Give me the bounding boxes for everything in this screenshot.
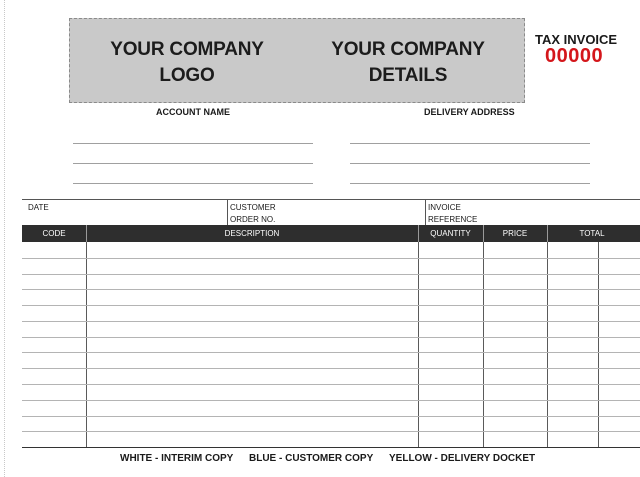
total-column-header: TOTAL [579, 229, 605, 238]
invoice-label: INVOICE [428, 203, 461, 212]
table-row[interactable] [22, 352, 640, 353]
table-row[interactable] [22, 384, 640, 385]
info-divider [227, 200, 228, 226]
table-row[interactable] [22, 368, 640, 369]
company-banner [69, 18, 525, 103]
quantity-column-header: QUANTITY [430, 229, 471, 238]
customer-label: CUSTOMER [230, 203, 276, 212]
code-column-header: CODE [42, 229, 66, 238]
perforation-edge [4, 0, 5, 477]
company-details-placeholder [308, 37, 508, 89]
order-no-label: ORDER NO. [230, 215, 276, 224]
tax-invoice-title: TAX INVOICE [535, 32, 618, 47]
delivery-address-line-3[interactable] [350, 183, 590, 184]
account-name-line-3[interactable] [73, 183, 313, 184]
description-column-header: DESCRIPTION [224, 229, 280, 238]
date-label: DATE [28, 203, 49, 212]
table-row[interactable] [22, 337, 640, 338]
table-row[interactable] [22, 400, 640, 401]
line-items-header [22, 225, 640, 242]
table-row[interactable] [22, 289, 640, 290]
table-row[interactable] [22, 274, 640, 275]
invoice-reference-field[interactable] [428, 200, 477, 228]
table-row[interactable] [22, 305, 640, 306]
account-name-line-1[interactable] [73, 143, 313, 144]
logo-line-1: YOUR COMPANY [110, 39, 264, 60]
details-line-1: YOUR COMPANY [331, 39, 485, 60]
table-row[interactable] [22, 258, 640, 259]
table-bottom-border [22, 447, 640, 448]
invoice-info-bar [22, 199, 640, 226]
line-items-table [22, 242, 640, 447]
table-row[interactable] [22, 416, 640, 417]
delivery-address-line-2[interactable] [350, 163, 590, 164]
reference-label: REFERENCE [428, 215, 478, 224]
white-copy-label: WHITE - INTERIM COPY [120, 453, 234, 464]
yellow-copy-label: YELLOW - DELIVERY DOCKET [389, 453, 536, 464]
table-row[interactable] [22, 431, 640, 432]
delivery-address-label: DELIVERY ADDRESS [424, 107, 515, 117]
company-logo-placeholder [87, 37, 287, 89]
blue-copy-label: BLUE - CUSTOMER COPY [249, 453, 374, 464]
details-line-2: DETAILS [368, 65, 448, 86]
customer-order-field[interactable] [230, 200, 276, 228]
delivery-address-line-1[interactable] [350, 143, 590, 144]
info-divider [425, 200, 426, 226]
account-name-label: ACCOUNT NAME [156, 107, 230, 117]
date-field[interactable] [28, 200, 49, 228]
invoice-number: 00000 [545, 45, 604, 67]
price-column-header: PRICE [502, 229, 528, 238]
table-row[interactable] [22, 321, 640, 322]
account-name-line-2[interactable] [73, 163, 313, 164]
logo-line-2: LOGO [159, 65, 215, 86]
